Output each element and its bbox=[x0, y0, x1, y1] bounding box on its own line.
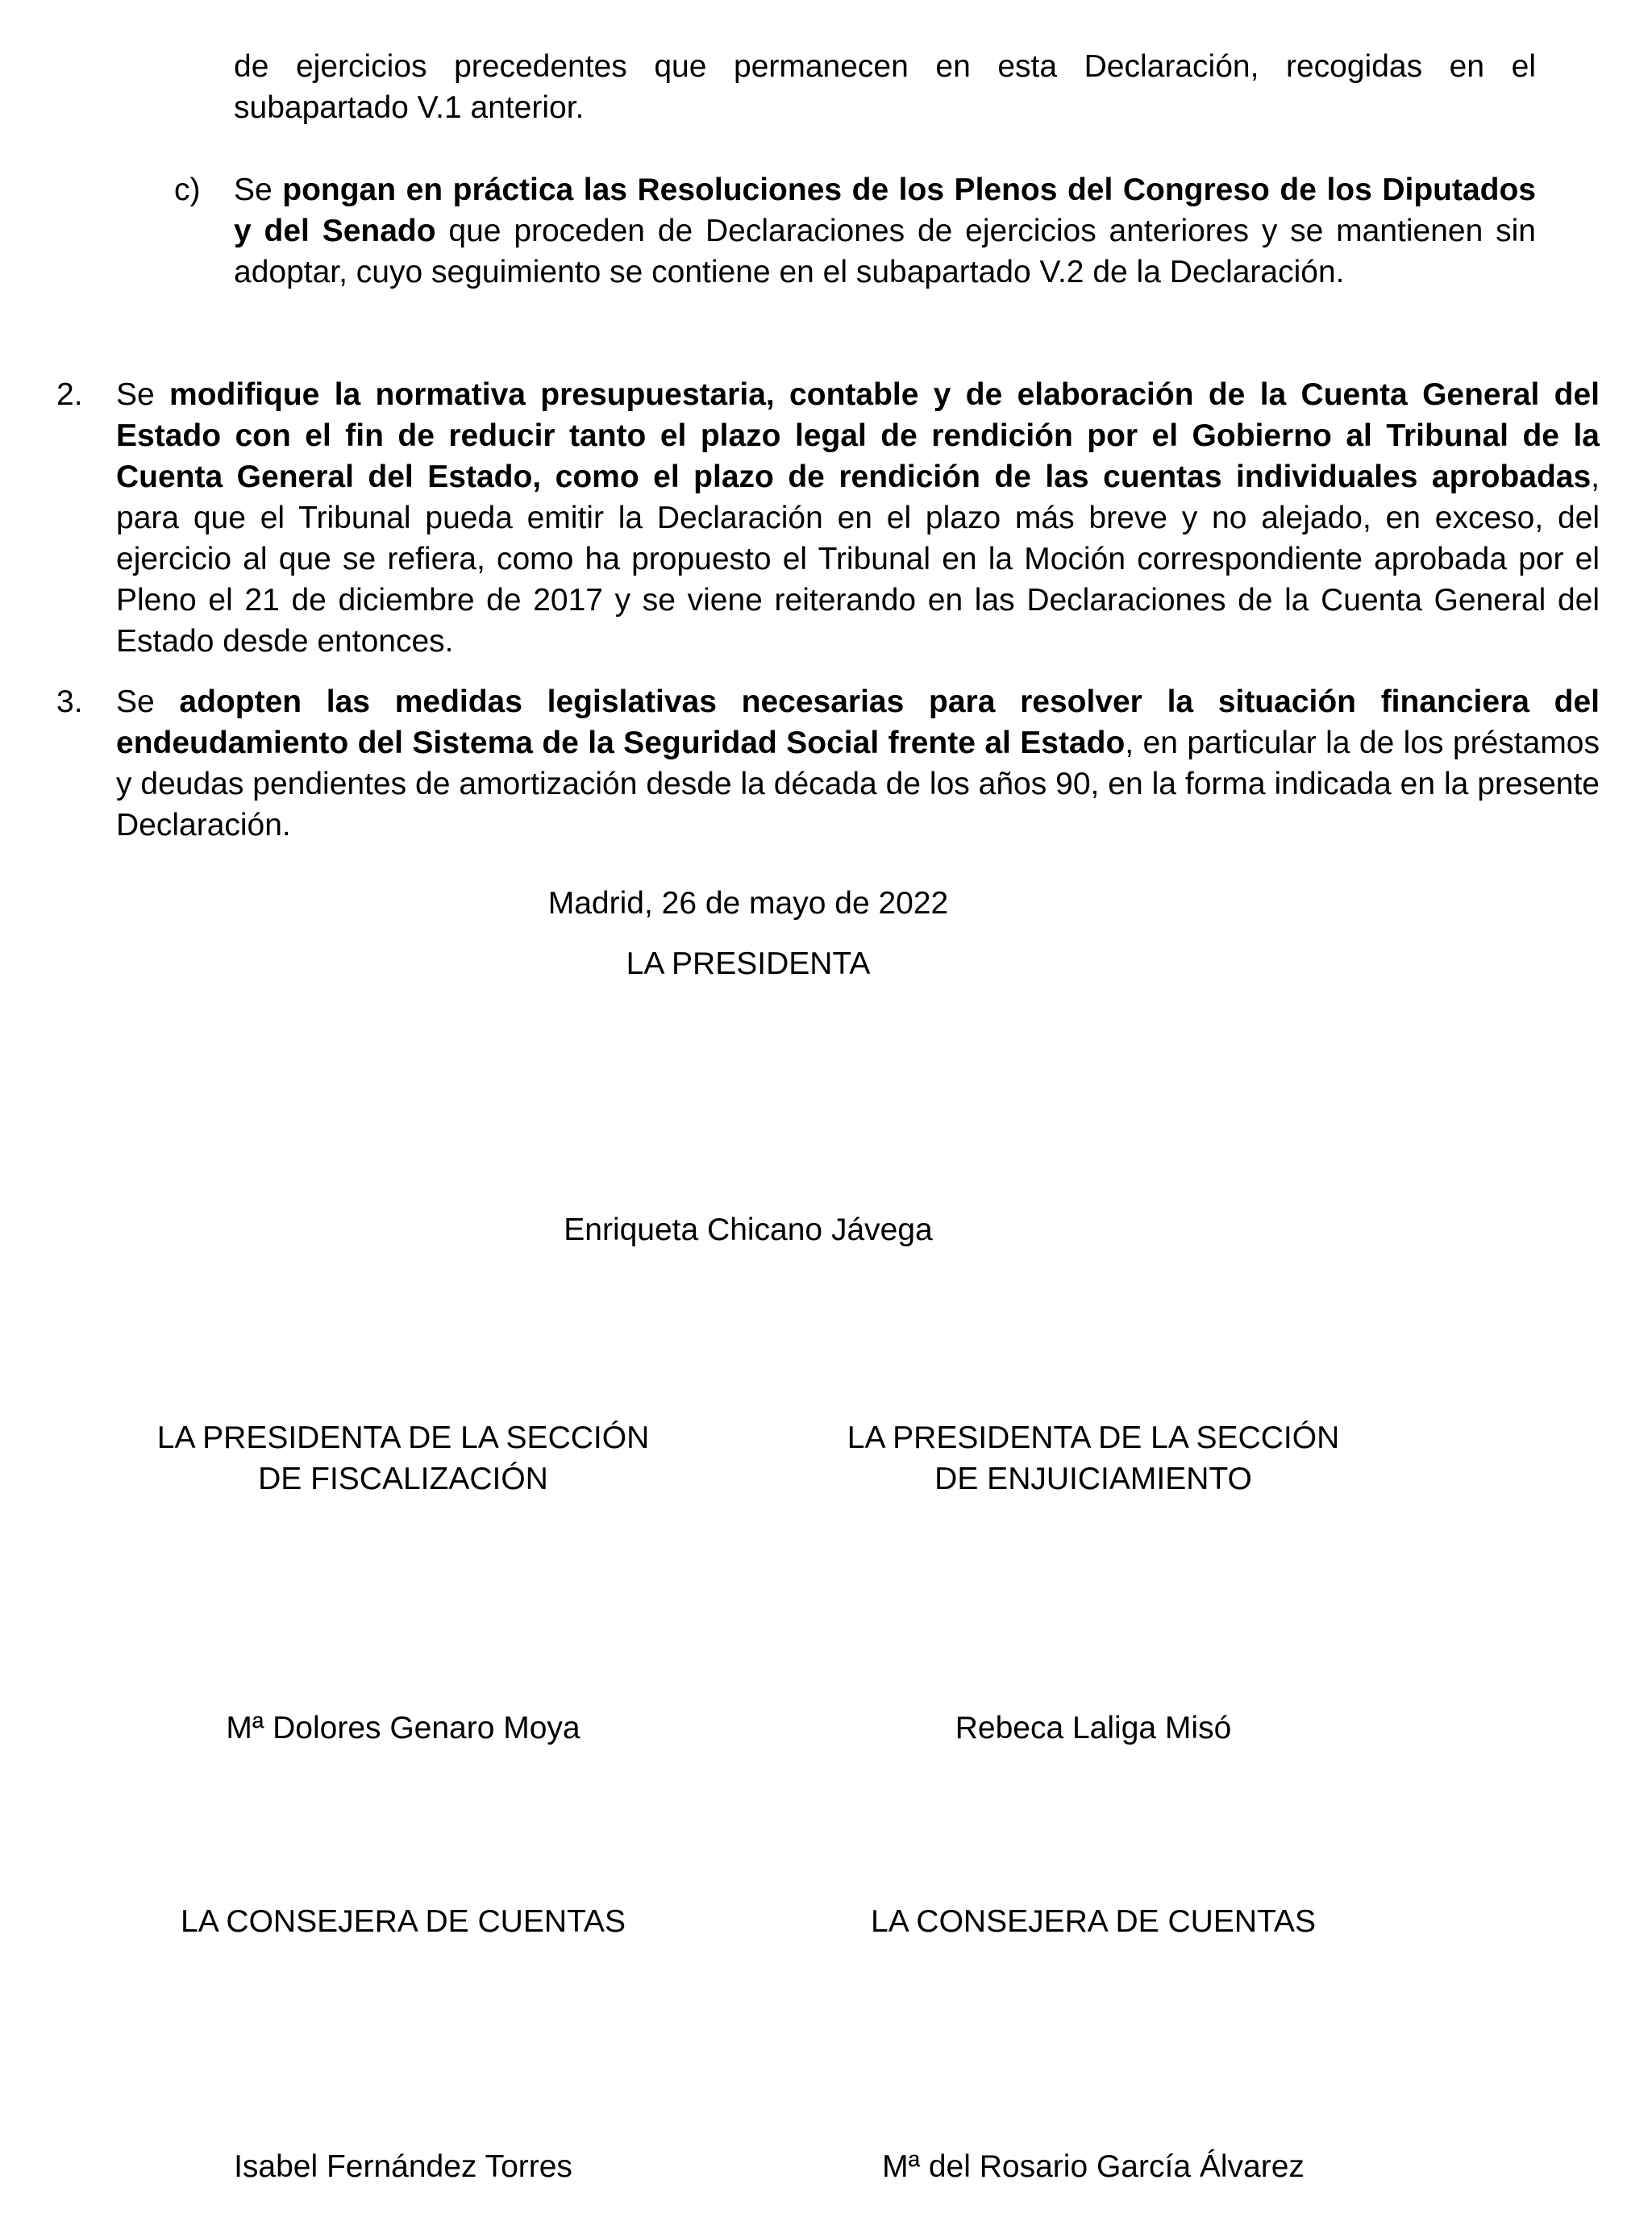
item-3-text bbox=[116, 681, 1600, 846]
item-c-text bbox=[234, 169, 1536, 293]
item-3-rest: , en particular la de los préstamos y deudas pendientes de amortización desde la década de los años 90, en la forma indicada en la presente Declaración. bbox=[116, 726, 1600, 842]
enjuiciamiento-title-line2: DE ENJUICIAMIENTO bbox=[934, 1462, 1252, 1496]
item-c-lead: Se bbox=[234, 173, 283, 207]
item-c-bold: pongan en práctica las Resoluciones de los Plenos del Congreso de los Diputados y del Senado bbox=[234, 173, 1536, 248]
enjuiciamiento-title-line1: LA PRESIDENTA DE LA SECCIÓN bbox=[847, 1421, 1340, 1455]
item-c-rest: que proceden de Declaraciones de ejercicios anteriores y se mantienen sin adoptar, cuyo seguimiento se contiene en el subapartado V.2 de la Declaración. bbox=[234, 214, 1536, 289]
consejera-left-name: Isabel Fernández Torres bbox=[234, 2149, 572, 2184]
fiscalizacion-name: Mª Dolores Genaro Moya bbox=[226, 1711, 580, 1745]
president-name: Enriqueta Chicano Jávega bbox=[564, 1213, 933, 1247]
item-b-continuation bbox=[234, 46, 1536, 128]
item-3-lead: Se bbox=[116, 684, 180, 719]
item-2-lead: Se bbox=[116, 377, 170, 412]
item-3-bold: adopten las medidas legislativas necesarias para resolver la situación financiera del endeudamiento del Sistema de la Seguridad Social frente al Estado bbox=[116, 684, 1600, 760]
item-2-rest: , para que el Tribunal pueda emitir la Declaración en el plazo más breve y no alejado, en exceso, del ejercicio al que se refiera, como ha propuesto el Tribunal en la Moción correspondiente aprobada por el Pleno el 21 de diciembre de 2017 y se viene reiterando en las Declaraciones de la Cuenta General del Estado desde entonces. bbox=[116, 460, 1600, 659]
enjuiciamiento-name: Rebeca Laliga Misó bbox=[955, 1711, 1232, 1745]
fiscalizacion-title-line1: LA PRESIDENTA DE LA SECCIÓN bbox=[156, 1421, 650, 1455]
place-date: Madrid, 26 de mayo de 2022 bbox=[547, 886, 949, 921]
fiscalizacion-title-line2: DE FISCALIZACIÓN bbox=[258, 1462, 548, 1496]
consejera-right-name: Mª del Rosario García Álvarez bbox=[882, 2149, 1305, 2184]
item-2-bold: modifique la normativa presupuestaria, contable y de elaboración de la Cuenta General del Estado con el fin de reducir tanto el plazo legal de rendición por el Gobierno al Tribunal de la Cuenta General del Estado, como el plazo de rendición de las cuentas individuales aprobadas bbox=[116, 377, 1600, 494]
president-title: LA PRESIDENTA bbox=[626, 946, 871, 981]
consejera-right-title: LA CONSEJERA DE CUENTAS bbox=[871, 1904, 1316, 1939]
item-c-marker: c) bbox=[174, 173, 201, 207]
consejera-left-title: LA CONSEJERA DE CUENTAS bbox=[181, 1904, 626, 1939]
item-2-marker: 2. bbox=[56, 377, 83, 412]
item-2-text bbox=[116, 374, 1600, 662]
item-3-marker: 3. bbox=[56, 684, 83, 719]
item-b-continuation-text: de ejercicios precedentes que permanecen en esta Declaración, recogidas en el subapartado V.1 anterior. bbox=[234, 49, 1536, 125]
